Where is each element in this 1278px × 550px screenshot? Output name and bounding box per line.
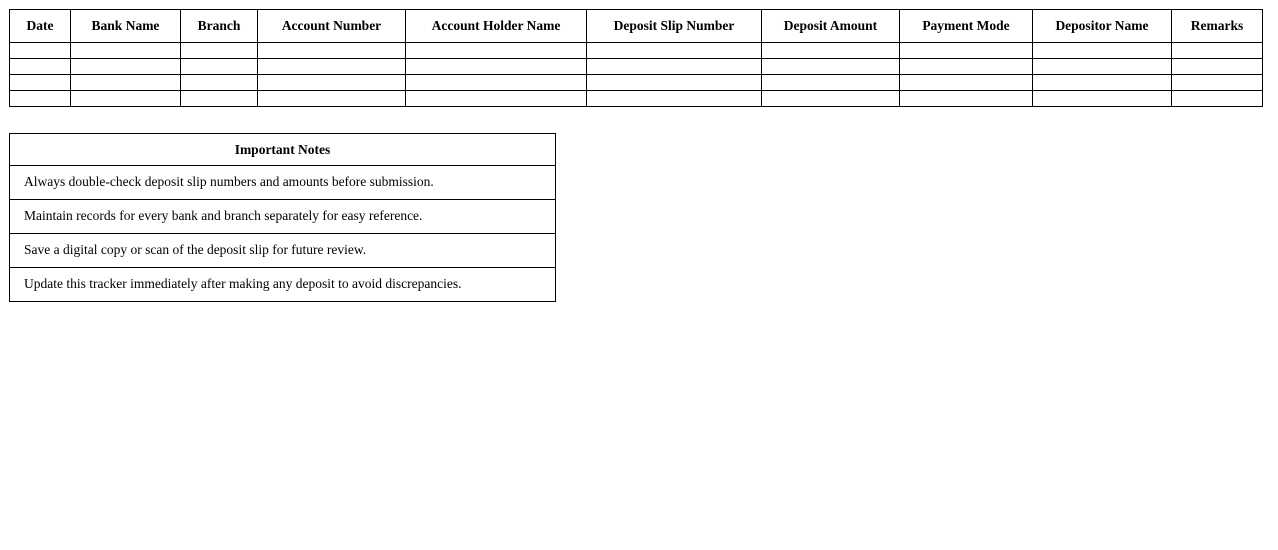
entry-cell-account-number[interactable] [258, 75, 406, 91]
column-header-depositor-name: Depositor Name [1033, 10, 1172, 43]
column-header-account-number: Account Number [258, 10, 406, 43]
entry-cell-deposit-slip-number[interactable] [587, 59, 762, 75]
entry-cell-deposit-amount[interactable] [762, 59, 900, 75]
notes-title-row [10, 134, 556, 166]
entry-cell-payment-mode[interactable] [900, 75, 1033, 91]
note-row [10, 166, 556, 200]
column-header-date: Date [10, 10, 71, 43]
entry-cell-payment-mode[interactable] [900, 43, 1033, 59]
entry-cell-account-holder-name[interactable] [406, 43, 587, 59]
entry-cell-branch[interactable] [181, 43, 258, 59]
deposit-table-header [10, 10, 1263, 43]
column-header-bank-name: Bank Name [71, 10, 181, 43]
entry-cell-branch[interactable] [181, 59, 258, 75]
note-item-2: Maintain records for every bank and branch separately for easy reference. [10, 200, 556, 234]
entry-cell-deposit-slip-number[interactable] [587, 75, 762, 91]
important-notes-table [9, 133, 556, 302]
deposit-table-body [10, 43, 1263, 107]
entry-cell-payment-mode[interactable] [900, 59, 1033, 75]
entry-cell-deposit-amount[interactable] [762, 75, 900, 91]
entry-cell-deposit-amount[interactable] [762, 91, 900, 107]
entry-cell-date[interactable] [10, 91, 71, 107]
entry-cell-branch[interactable] [181, 75, 258, 91]
table-row [10, 91, 1263, 107]
entry-cell-remarks[interactable] [1172, 43, 1263, 59]
note-item-4: Update this tracker immediately after making any deposit to avoid discrepancies. [10, 268, 556, 302]
entry-cell-remarks[interactable] [1172, 91, 1263, 107]
entry-cell-account-holder-name[interactable] [406, 91, 587, 107]
important-notes-container [9, 133, 556, 302]
column-header-deposit-slip-number: Deposit Slip Number [587, 10, 762, 43]
entry-cell-account-number[interactable] [258, 91, 406, 107]
entry-cell-date[interactable] [10, 59, 71, 75]
entry-cell-branch[interactable] [181, 91, 258, 107]
note-item-1: Always double-check deposit slip numbers and amounts before submission. [10, 166, 556, 200]
column-header-payment-mode: Payment Mode [900, 10, 1033, 43]
important-notes-header [10, 134, 556, 166]
entry-cell-deposit-amount[interactable] [762, 43, 900, 59]
entry-cell-date[interactable] [10, 43, 71, 59]
entry-cell-remarks[interactable] [1172, 75, 1263, 91]
entry-cell-deposit-slip-number[interactable] [587, 91, 762, 107]
entry-cell-remarks[interactable] [1172, 59, 1263, 75]
entry-cell-depositor-name[interactable] [1033, 59, 1172, 75]
entry-cell-account-holder-name[interactable] [406, 75, 587, 91]
table-header-row [10, 10, 1263, 43]
entry-cell-deposit-slip-number[interactable] [587, 43, 762, 59]
entry-cell-account-holder-name[interactable] [406, 59, 587, 75]
table-row [10, 75, 1263, 91]
note-item-3: Save a digital copy or scan of the deposit slip for future review. [10, 234, 556, 268]
important-notes-body [10, 166, 556, 302]
column-header-branch: Branch [181, 10, 258, 43]
table-row [10, 59, 1263, 75]
entry-cell-depositor-name[interactable] [1033, 91, 1172, 107]
column-header-remarks: Remarks [1172, 10, 1263, 43]
entry-cell-payment-mode[interactable] [900, 91, 1033, 107]
entry-cell-account-number[interactable] [258, 59, 406, 75]
entry-cell-account-number[interactable] [258, 43, 406, 59]
entry-cell-depositor-name[interactable] [1033, 75, 1172, 91]
notes-title: Important Notes [10, 134, 556, 166]
deposit-tracker-table-container [9, 9, 1262, 107]
note-row [10, 268, 556, 302]
column-header-deposit-amount: Deposit Amount [762, 10, 900, 43]
entry-cell-bank-name[interactable] [71, 91, 181, 107]
entry-cell-bank-name[interactable] [71, 43, 181, 59]
column-header-account-holder-name: Account Holder Name [406, 10, 587, 43]
note-row [10, 200, 556, 234]
entry-cell-date[interactable] [10, 75, 71, 91]
note-row [10, 234, 556, 268]
entry-cell-bank-name[interactable] [71, 75, 181, 91]
table-row [10, 43, 1263, 59]
entry-cell-depositor-name[interactable] [1033, 43, 1172, 59]
entry-cell-bank-name[interactable] [71, 59, 181, 75]
deposit-tracker-table [9, 9, 1263, 107]
